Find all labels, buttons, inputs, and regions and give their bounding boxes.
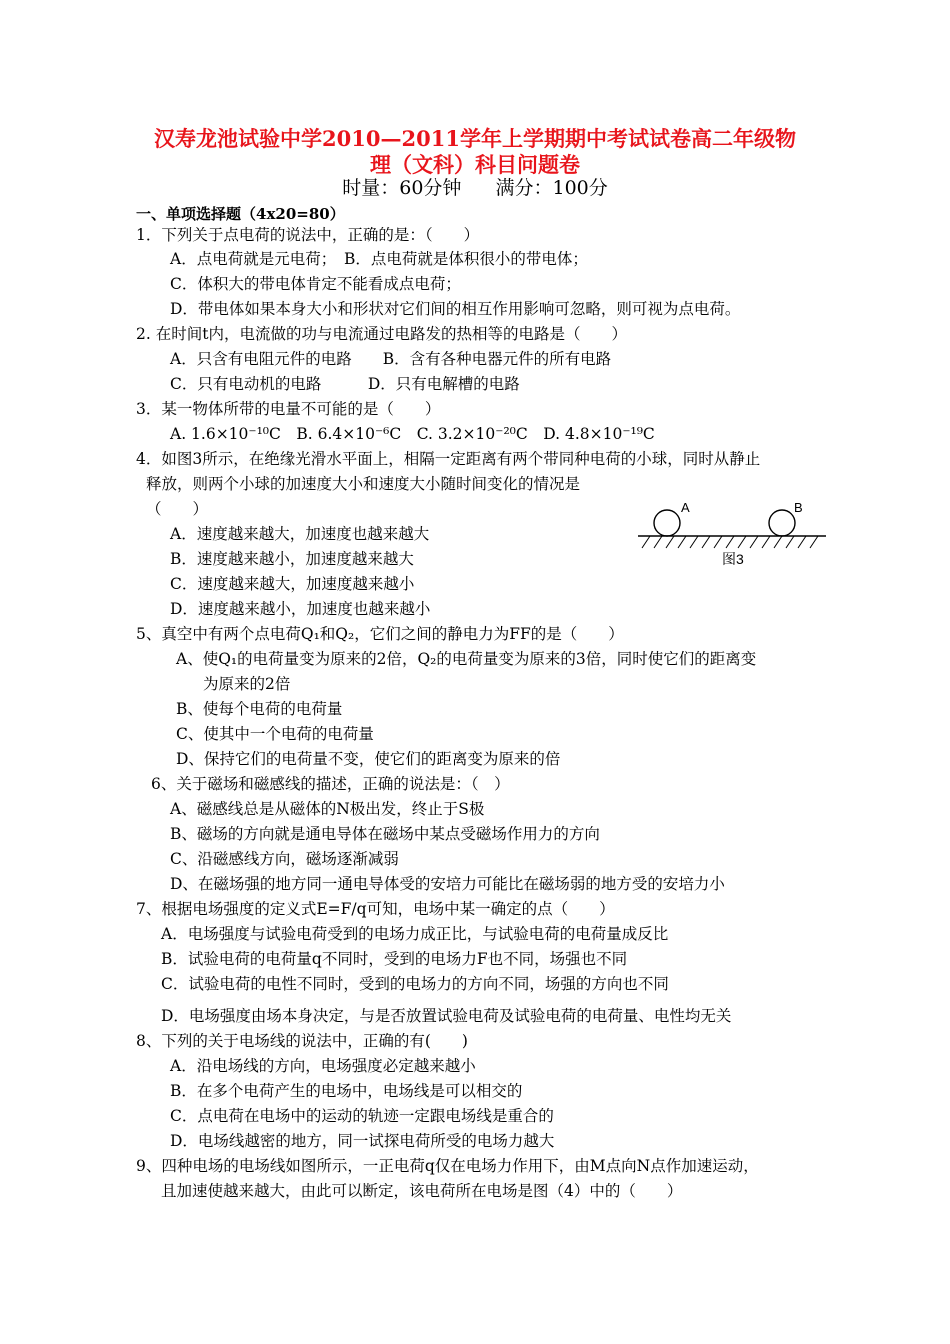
question-6-option-a: A、磁感线总是从磁体的N极出发，终止于S极 bbox=[170, 800, 485, 818]
exam-score: 满分：100分 bbox=[495, 177, 608, 199]
ball-b bbox=[769, 510, 795, 536]
ball-a-label: A bbox=[681, 500, 690, 515]
question-5-option-a-2: 为原来的2倍 bbox=[203, 675, 291, 693]
question-2-stem: 2. 在时间t内，电流做的功与电流通过电路发的热相等的电路是（ ） bbox=[136, 325, 627, 343]
question-1-stem: 1．下列关于点电荷的说法中，正确的是：（ ） bbox=[136, 226, 480, 244]
question-6-stem: 6、关于磁场和磁感线的描述，正确的说法是：（ ） bbox=[151, 775, 510, 793]
ground-surface bbox=[638, 536, 826, 548]
question-6-option-d: D、在磁场强的地方同一通电导体受的安培力可能比在磁场弱的地方受的安培力小 bbox=[170, 875, 725, 893]
question-3-options: A. 1.6×10⁻¹⁰C B. 6.4×10⁻⁶C C. 3.2×10⁻²⁰C D. 4.8×10⁻¹⁹C bbox=[170, 425, 655, 443]
question-4-option-c: C．速度越来越大，加速度越来越小 bbox=[170, 575, 415, 593]
question-9-stem-2: 且加速使越来越大，由此可以断定，该电荷所在电场是图（4）中的（ ） bbox=[161, 1182, 683, 1200]
question-5-option-c: C、使其中一个电荷的电荷量 bbox=[176, 725, 374, 743]
page-title-line2: 理（文科）科目问题卷 bbox=[370, 152, 580, 177]
question-7-stem: 7、根据电场强度的定义式E=F/q可知，电场中某一确定的点（ ） bbox=[136, 900, 615, 918]
question-9-stem-1: 9、四种电场的电场线如图所示，一正电荷q仅在电场力作用下，由M点向N点作加速运动， bbox=[136, 1157, 759, 1175]
section-heading: 一、单项选择题（4x20=80） bbox=[136, 205, 345, 223]
exam-time: 时量：60分钟 bbox=[342, 177, 462, 199]
question-1-options-ab: A．点电荷就是元电荷； B．点电荷就是体积很小的带电体； bbox=[170, 250, 588, 268]
question-1-option-d: D．带电体如果本身大小和形状对它们间的相互作用影响可忽略，则可视为点电荷。 bbox=[170, 300, 741, 318]
question-7-option-d: D．电场强度由场本身决定，与是否放置试验电荷及试验电荷的电荷量、电性均无关 bbox=[161, 1007, 732, 1025]
page-title-line1: 汉寿龙池试验中学2010—2011学年上学期期中考试试卷高二年级物 bbox=[154, 126, 796, 151]
figure-3-diagram bbox=[636, 498, 836, 570]
question-4-option-d: D．速度越来越小，加速度也越来越小 bbox=[170, 600, 431, 618]
question-5-option-a-1: A、使Q₁的电荷量变为原来的2倍，Q₂的电荷量变为原来的3倍，同时使它们的距离变 bbox=[176, 650, 757, 668]
question-7-option-c: C．试验电荷的电性不同时，受到的电场力的方向不同，场强的方向也不同 bbox=[161, 975, 669, 993]
question-2-options-ab: A．只含有电阻元件的电路 B．含有各种电器元件的所有电路 bbox=[170, 350, 612, 368]
question-7-option-b: B．试验电荷的电荷量q不同时，受到的电场力F也不同，场强也不同 bbox=[161, 950, 628, 968]
ball-a bbox=[654, 510, 680, 536]
question-4-option-a: A．速度越来越大，加速度也越来越大 bbox=[170, 525, 430, 543]
question-1-option-c: C．体积大的带电体肯定不能看成点电荷； bbox=[170, 275, 461, 293]
question-5-option-b: B、使每个电荷的电荷量 bbox=[176, 700, 343, 718]
question-8-option-d: D．电场线越密的地方，同一试探电荷所受的电场力越大 bbox=[170, 1132, 555, 1150]
question-6-option-c: C、沿磁感线方向，磁场逐渐减弱 bbox=[170, 850, 399, 868]
question-4-stem-1: 4．如图3所示，在绝缘光滑水平面上，相隔一定距离有两个带同种电荷的小球，同时从静止 bbox=[136, 450, 761, 468]
question-4-option-b: B．速度越来越小，加速度越来越大 bbox=[170, 550, 414, 568]
question-4-stem-2: 释放，则两个小球的加速度大小和速度大小随时间变化的情况是 bbox=[146, 475, 581, 493]
question-4-blank: （ ） bbox=[146, 500, 209, 518]
question-8-option-c: C．点电荷在电场中的运动的轨迹一定跟电场线是重合的 bbox=[170, 1107, 554, 1125]
ball-b-label: B bbox=[794, 500, 803, 515]
figure-3-caption: 图3 bbox=[722, 551, 744, 567]
question-5-stem: 5、真空中有两个点电荷Q₁和Q₂，它们之间的静电力为FF的是（ ） bbox=[136, 625, 624, 643]
exam-info bbox=[0, 176, 950, 200]
question-7-option-a: A．电场强度与试验电荷受到的电场力成正比，与试验电荷的电荷量成反比 bbox=[161, 925, 669, 943]
question-6-option-b: B、磁场的方向就是通电导体在磁场中某点受磁场作用力的方向 bbox=[170, 825, 600, 843]
question-8-stem: 8、下列的关于电场线的说法中，正确的有( ) bbox=[136, 1032, 468, 1050]
question-5-option-d: D、保持它们的电荷量不变，使它们的距离变为原来的倍 bbox=[176, 750, 561, 768]
question-3-stem: 3．某一物体所带的电量不可能的是（ ） bbox=[136, 400, 441, 418]
question-2-options-cd: C．只有电动机的电路 D．只有电解槽的电路 bbox=[170, 375, 520, 393]
question-8-option-b: B．在多个电荷产生的电场中，电场线是可以相交的 bbox=[170, 1082, 523, 1100]
question-8-option-a: A．沿电场线的方向，电场强度必定越来越小 bbox=[170, 1057, 476, 1075]
